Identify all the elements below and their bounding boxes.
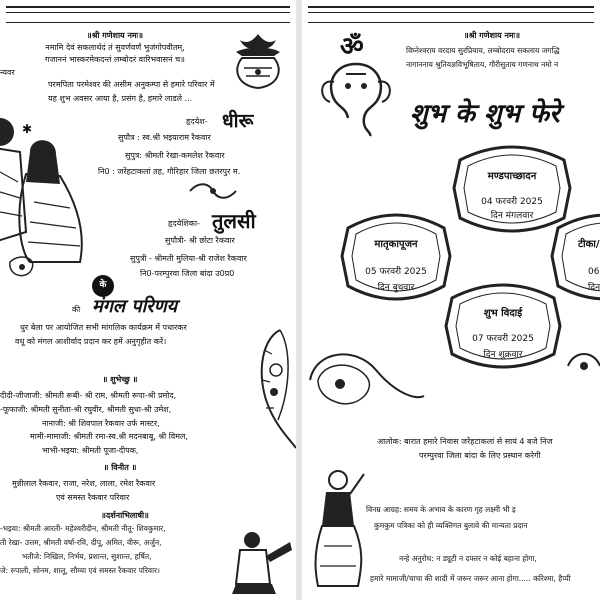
dancing-woman-illustration: [308, 466, 368, 590]
shubhechhu-line-2: -फूफाजी: श्रीमती सुनीता-श्री रघुवीर, श्रीमती सुधा-श्री उमेश,: [0, 405, 172, 414]
event-3-name: टीका/: [578, 239, 600, 250]
groom-label: हृदयेश-: [186, 117, 208, 126]
right-page: [302, 0, 600, 600]
darshan-line-1: -भइया: श्रीमती आरती- महेश्वरीदीन, श्रीमती नीतू- शिवकुमार,: [0, 524, 166, 533]
bride-label: हृदयेशिका-: [168, 219, 200, 228]
paisley-left-ornament-icon: [306, 340, 426, 420]
event-1-name: मण्डपाच्छादन: [487, 171, 537, 182]
aalok-line-1: आलोक: बारात हमारे निवास जरेंहटाकलां से सायं 4 बजे निज: [377, 437, 553, 446]
intro-line-2: यह शुभ अवसर आया है, प्रसंग है, हमारे लाडले ...: [48, 94, 193, 103]
event-2-day: दिन बुधवार: [377, 283, 415, 293]
left-shloka-line-1: नमामि देवं सकलार्थदं तं सुवर्णवर्णं भुजंगोपवीतम्,: [45, 43, 185, 52]
intro-line-1: परमपिता परमेश्वर की असीम अनुकम्पा से हमारे परिवार में: [48, 80, 215, 89]
aalok-line-2: परम्पुरवा जिला बांदा के लिए प्रस्थान करेगी: [419, 451, 541, 460]
ke-badge: [92, 275, 114, 297]
right-top-border: [308, 6, 594, 23]
darshan-line-3: भतीजे: निखिल, निर्भय, प्रशान्त, सुशान्त, हर्षित,: [22, 552, 152, 561]
mangal-parinay-title: मंगल परिणय: [92, 296, 178, 317]
left-top-border: [6, 6, 290, 23]
vineet-line-1: मुन्नीलाल रैकवार, राजा, नरेश, लाला, रमेश रैकवार: [12, 479, 156, 488]
ke-text: के: [99, 280, 107, 290]
bride-groom-illustration: [0, 112, 96, 282]
nanhe-line-2: हमारे मामाजी/चाचा की शादी में जरूर जरूर आना होगा..... करिश्मा, हैप्पी: [370, 574, 571, 583]
event-3-date: 06: [588, 267, 600, 277]
paisley-ornament-icon: [250, 320, 296, 450]
event-2-name: मातृकापूजन: [374, 239, 418, 250]
event-2-date: 05 फरवरी 2025: [365, 267, 427, 277]
vinamra-line-1: विनम्र आग्रह: समय के अभाव के कारण गृह लक्ष्मी भी इ: [366, 505, 516, 514]
left-invocation: ॥श्री गणेशाय नमः॥: [86, 31, 144, 40]
vineet-line-2: एवं समस्त रैकवार परिवार: [56, 493, 130, 502]
paisley-right-ornament-icon: [564, 346, 600, 386]
bride-name: तुलसी: [212, 209, 256, 233]
swirl-ornament-icon: [188, 180, 238, 202]
event-4-day: दिन शुक्रवार: [483, 350, 523, 360]
nanhe-line-1: नन्हे अनुरोध: न ड्यूटी न दफ्तर न कोई बहाना होगा,: [399, 554, 537, 563]
musician-illustration: [232, 528, 294, 596]
ki-text: की: [72, 305, 81, 314]
ganesha-illustration: [316, 58, 396, 138]
darshan-line-4: जे: रुपाली, सोनम, शालू, सौम्या एवं समस्त रैकवार परिवार।: [0, 566, 160, 575]
intro-word: न्यवर: [0, 68, 15, 77]
right-shloka-line-2: नागाननाय श्रुतियज्ञविभूषिताय, गौरीसुताय गणनाथ नमो न: [406, 60, 559, 69]
groom-line-2: सुपुत्र: श्रीमती रेखा-कमलेश रैकवार: [125, 151, 225, 160]
event-3-day: दिन: [588, 283, 600, 293]
right-invocation: ॥श्री गणेशाय नमः॥: [463, 31, 521, 40]
groom-line-3: नि0 : जरेंहटाकलां तह, गौरिहार जिला छतरपुर म.: [98, 167, 241, 176]
shubhechhu-line-1: दीदी-जीजाजी: श्रीमती रूबी- श्री राम, श्रीमती रूपा-श्री प्रमोद,: [0, 391, 177, 400]
bride-line-3: नि0-परम्पुरवा जिला बांदा उ0प्र0: [140, 269, 235, 278]
shubhechhu-line-5: भाभी-भइया: श्रीमती पूजा-दीपक,: [42, 446, 139, 455]
kalash-icon: [228, 30, 288, 92]
darshan-line-2: ती रेखा- उत्तम, श्रीमती वर्षा-रवि, दीपू, अमित, वीरू, अर्जुन,: [0, 538, 162, 547]
right-shloka-line-1: विघ्नेश्वराय वरदाय सुरप्रियाय, लम्बोदराय सकलाय जगद्धि: [406, 46, 560, 55]
event-4-date: 07 फरवरी 2025: [472, 334, 534, 344]
vineet-title: ॥ विनीत ॥: [103, 463, 137, 472]
shubh-fere-heading: शुभ के शुभ फेरे: [410, 99, 560, 129]
groom-name: धीरू: [222, 110, 254, 132]
bride-line-2: सुपुत्री - श्रीमती मुलिया-श्री राजेश रैकवार: [130, 254, 247, 263]
vinamra-line-2: कुमकुम पत्रिका को ही व्यक्तिगत बुलावे की मान्यता प्रदान: [374, 521, 528, 530]
invite-line-1: धुर बेला पर आयोजित सभी मांगलिक कार्यक्रम में पधारकर: [20, 323, 187, 332]
groom-line-1: सुपौत्र : स्व.श्री भइयाराम रैकवार: [118, 133, 211, 142]
event-1-date: 04 फरवरी 2025: [481, 197, 543, 207]
bride-line-1: सुपौत्री- श्री छोटा रैकवार: [165, 236, 235, 245]
flower-star-icon: ✱: [22, 122, 33, 136]
shubhechhu-line-4: मामी-मामाजी: श्रीमती रमा-स्व.श्री मदनबाबू, श्री विमल,: [30, 432, 188, 441]
darshan-title: ॥दर्शनाभिलाषी॥: [101, 511, 149, 520]
shubhechhu-line-3: नानाजी: श्री शिवपाल रैकवार उर्फ मास्टर,: [42, 419, 160, 428]
left-shloka-line-2: गजाननं भास्करमेकदन्तं लम्बोदरं वारिभवासनं च॥: [45, 55, 185, 64]
event-4-name: शुभ विदाई: [483, 308, 523, 319]
event-1-day: दिन मंगलवार: [490, 211, 534, 221]
shubhechhu-title: ॥ शुभेच्छु ॥: [102, 375, 138, 384]
om-symbol: ॐ: [340, 32, 364, 62]
invite-line-2: वधू को मंगल आशीर्वाद प्रदान कर हमें अनुगृहीत करें।: [15, 337, 167, 346]
left-page: [0, 0, 296, 600]
